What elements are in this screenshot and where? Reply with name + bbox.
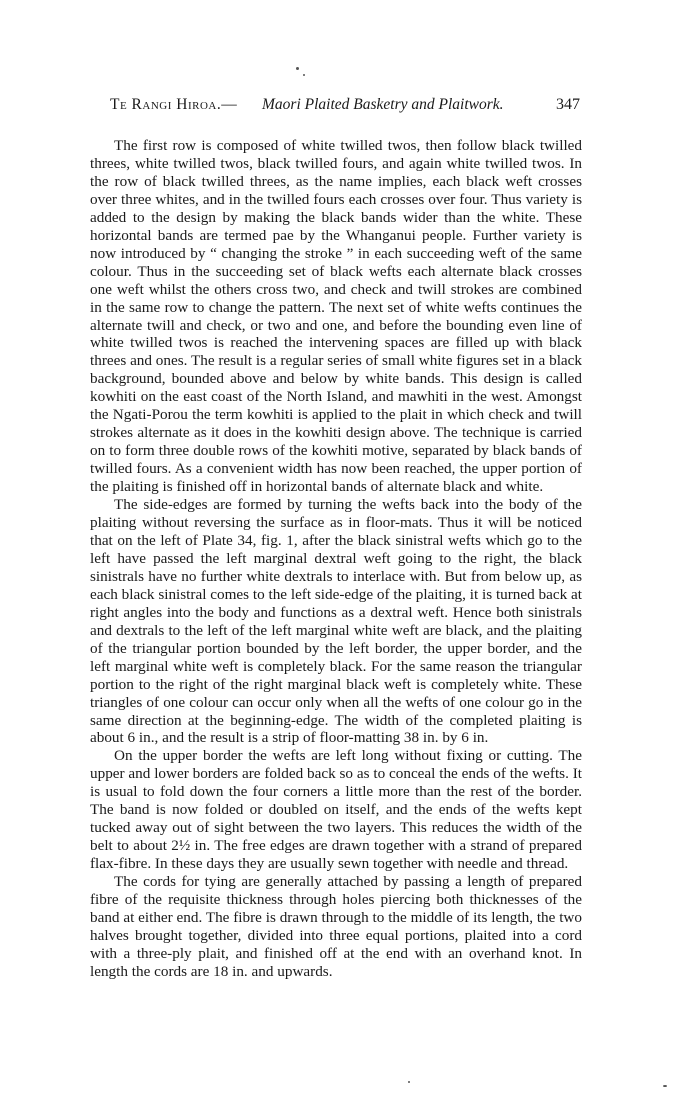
paragraph: On the upper border the wefts are left long without fixing or cutting. The upper and lower borders are folded back so as to conceal the ends of the wefts. It is usual to fold down the four corners a little more than the rest of the border. The band is now folded or doubled on itself, and the ends of the wefts kept tucked away out of sight between the two layers. This reduces the width of the belt to about 2½ in. The free edges are drawn together with a strand of prepared flax-fibre. In these days they are usually sewn together with needle and thread.	[90, 747, 582, 873]
running-head	[110, 96, 580, 118]
scan-speck	[296, 67, 299, 70]
running-head-title: Maori Plaited Basketry and Plaitwork.	[262, 96, 504, 113]
paragraph: The side-edges are formed by turning the wefts back into the body of the plaiting without reversing the surface as in floor-mats. Thus it will be noticed that on the left of Plate 34, fig. 1, after the black sinistral wefts which go to the left have passed the left marginal dextral weft going to the right, the black sinistrals have no further white dextrals to interlace with. But from below up, as each black sinistral comes to the left side-edge of the plaiting, it is turned back at right angles into the body and functions as a dextral weft. Hence both sinistrals and dextrals to the left of the left marginal white weft are black, and the plaiting of the triangular portion bounded by the left border, the upper border, and the left marginal white weft is completely black. For the same reason the triangular portion to the right of the right marginal black weft is completely white. These triangles of one colour can occur only when all the wefts of one colour go in the same direction at the beginning-edge. The width of the completed plaiting is about 6 in., and the result is a strip of floor-matting 38 in. by 6 in.	[90, 496, 582, 747]
running-head-author: Te Rangi Hiroa.—	[110, 96, 238, 113]
body-text	[90, 137, 582, 981]
scan-speck	[408, 1081, 410, 1083]
paragraph: The cords for tying are generally attached by passing a length of prepared fibre of the requisite thickness through holes piercing both thicknesses of the band at either end. The fibre is drawn through to the middle of its length, the two halves brought together, divided into three equal portions, plaited into a cord with a three-ply plait, and finished off at the end with an overhand knot. In length the cords are 18 in. and upwards.	[90, 873, 582, 980]
scan-speck	[303, 74, 305, 76]
scan-speck	[663, 1085, 667, 1087]
paragraph: The first row is composed of white twilled twos, then follow black twilled threes, white twilled twos, black twilled fours, and again white twilled twos. In the row of black twilled threes, as the name implies, each black weft crosses over three whites, and in the twilled fours each crosses over four. Thus variety is added to the design by making the black bands wider than the white. These horizontal bands are termed pae by the Whanganui people. Further variety is now introduced by “ changing the stroke ” in each succeeding weft of the same colour. Thus in the succeeding set of black wefts each alternate black crosses one weft whilst the others cross two, and check and twill strokes are combined in the same row to change the pattern. The next set of white wefts continues the alternate twill and check, or two and one, and before the bounding even line of white twilled twos is reached the intervening spaces are filled up with black threes and ones. The result is a regular series of small white figures set in a black background, bounded above and below by white bands. This design is called kowhiti on the east coast of the North Island, and mawhiti in the west. Amongst the Ngati-Porou the term kowhiti is applied to the plait in which check and twill strokes alternate as it does in the kowhiti design above. The technique is carried on to form three double rows of the kowhiti motive, separated by black bands of twilled fours. As a convenient width has now been reached, the upper portion of the plaiting is finished off in horizontal bands of alternate black and white.	[90, 137, 582, 496]
page-number: 347	[556, 96, 580, 113]
